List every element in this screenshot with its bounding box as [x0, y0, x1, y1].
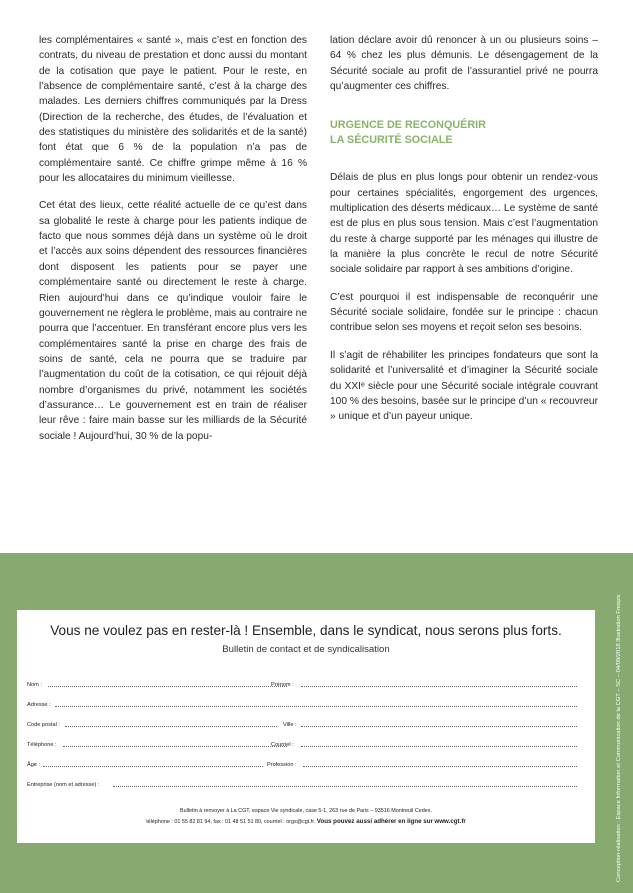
- field-label: Ville :: [283, 722, 297, 728]
- field-ville[interactable]: [283, 719, 577, 729]
- form-website-link[interactable]: www.cgt.fr: [434, 818, 466, 825]
- form-subtitle: Bulletin de contact et de syndicalisation: [222, 644, 390, 655]
- field-line[interactable]: [65, 726, 277, 727]
- field-adresse[interactable]: [27, 699, 577, 709]
- form-contact-details: téléphone : 01 55 82 81 94, fax : 01 48 51 51 80, courriel : orgs@cgt.fr.: [146, 819, 316, 825]
- field-line[interactable]: [301, 686, 577, 687]
- article-paragraph: Délais de plus en plus longs pour obtenir un rendez-vous pour certaines spécialités, engorgement des urgences, multiplication des déserts médicaux… Le système de santé est de plus en plus sous tension. Mais c’est l’augmentation du reste à charge supporté par les ménages qui illustre de la manière la plus concrète le recul de notre Sécurité sociale solidaire par rapport à ses ambitions d’origine.: [330, 172, 598, 276]
- section-heading: [330, 118, 598, 148]
- field-nom[interactable]: [27, 679, 287, 689]
- credit-text: Conception-réalisation : Espace Information et Communication de la CGT – SC – 04/09/2018 Illustration Freepix: [616, 594, 622, 882]
- field-label: Code postal :: [27, 722, 60, 728]
- field-label: Profession :: [267, 762, 297, 768]
- field-line[interactable]: [301, 746, 577, 747]
- article-paragraph: les complémentaires « santé », mais c’est en fonction des contrats, du niveau de prestation et donc aussi du montant de la cotisation que paye le patient. Pour le reste, en l’absence de complémentaire santé, c’est à la charge des malades. Les derniers chiffres communiqués par la Dress (Direction de la recherche, des études, de l’évaluation et des statistiques du ministère des solidarités et de la santé) font état que 6 % de la population n’a pas de complémentaire santé. Ce chiffre grimpe même à 16 % pour les allocataires du minimum vieillesse.: [39, 35, 307, 185]
- field-line[interactable]: [303, 766, 577, 767]
- field-label: Âge :: [27, 762, 41, 768]
- form-headline: Vous ne voulez pas en rester-là ! Ensemble, dans le syndicat, nous serons plus forts.: [50, 623, 562, 638]
- field-label: Adresse :: [27, 702, 51, 708]
- field-profession[interactable]: [267, 759, 577, 769]
- article-paragraph: lation déclare avoir dû renoncer à un ou plusieurs soins – 64 % chez les plus démunis. Le désengagement de la Sécurité sociale au profit de l’assurantiel privé ne pourra qu’augmenter ces chiffres.: [330, 35, 598, 93]
- field-line[interactable]: [55, 706, 577, 707]
- field-label: Prénom :: [271, 682, 294, 688]
- article-column-right: [330, 33, 598, 437]
- contact-form: [17, 610, 595, 843]
- field-line[interactable]: [43, 766, 263, 767]
- field-entreprise[interactable]: [27, 779, 577, 789]
- field-line[interactable]: [301, 726, 577, 727]
- field-label: Nom :: [27, 682, 42, 688]
- field-label: Entreprise (nom et adresse) :: [27, 782, 100, 788]
- field-line[interactable]: [113, 786, 577, 787]
- section-heading-line: LA SÉCURITÉ SOCIALE: [330, 134, 453, 147]
- article-paragraph: Il s’agit de réhabiliter les principes fondateurs que sont la solidarité et l’universalité et d’imaginer la Sécurité sociale du XXIᵉ siècle pour une Sécurité sociale intégrale couvrant 100 % des besoins, basée sur le principe d’un « recouvreur » unique et d’un payeur unique.: [330, 349, 598, 423]
- field-courriel[interactable]: [271, 739, 577, 749]
- form-return-address: Bulletin à renvoyer à La CGT, espace Vie syndicale, case 5-1, 263 rue de Paris – 93516 Montreuil Cedex.: [180, 808, 432, 814]
- side-credit: [614, 594, 626, 882]
- field-code-postal[interactable]: [27, 719, 277, 729]
- article-paragraph: C’est pourquoi il est indispensable de reconquérir une Sécurité sociale solidaire, fondée sur le principe : chacun contribue selon ses moyens et reçoit selon ses besoins.: [330, 291, 598, 334]
- field-label: Courriel :: [271, 742, 294, 748]
- field-telephone[interactable]: [27, 739, 287, 749]
- form-contact-info: [17, 818, 595, 825]
- field-line[interactable]: [63, 746, 287, 747]
- field-line[interactable]: [48, 686, 287, 687]
- field-age[interactable]: [27, 759, 263, 769]
- article-paragraph: Cet état des lieux, cette réalité actuelle de ce qu’est dans sa globalité le reste à charge pour les patients indique de facto que nous sommes déjà dans un système où le droit et l’accès aux soins dépendent des ressources financières dont disposent les patients pour se payer une complémentaire santé ou directement le reste à charge. Rien aujourd’hui dans ce qu’indique vouloir faire le gouvernement ne règlera le problème, mais au contraire ne pourra que l’accentuer. En transférant encore plus vers les complémentaires santé la prise en charge des frais de soins de santé, cela ne pourra que se traduire par l’augmentation du coût de la cotisation, ce qui réjouit déjà nombre d’organismes du privé, notamment les sociétés d’assurance… Le gouvernement est en train de réaliser leur rêve : faire main basse sur les milliards de la Sécurité sociale ! Aujourd’hui, 30 % de la popu-: [39, 200, 307, 442]
- field-label: Téléphone :: [27, 742, 57, 748]
- field-prenom[interactable]: [271, 679, 577, 689]
- form-online-prompt: Vous pouvez aussi adhérer en ligne sur: [316, 818, 433, 825]
- article-column-left: [39, 33, 307, 456]
- section-heading-line: URGENCE DE RECONQUÉRIR: [330, 119, 486, 132]
